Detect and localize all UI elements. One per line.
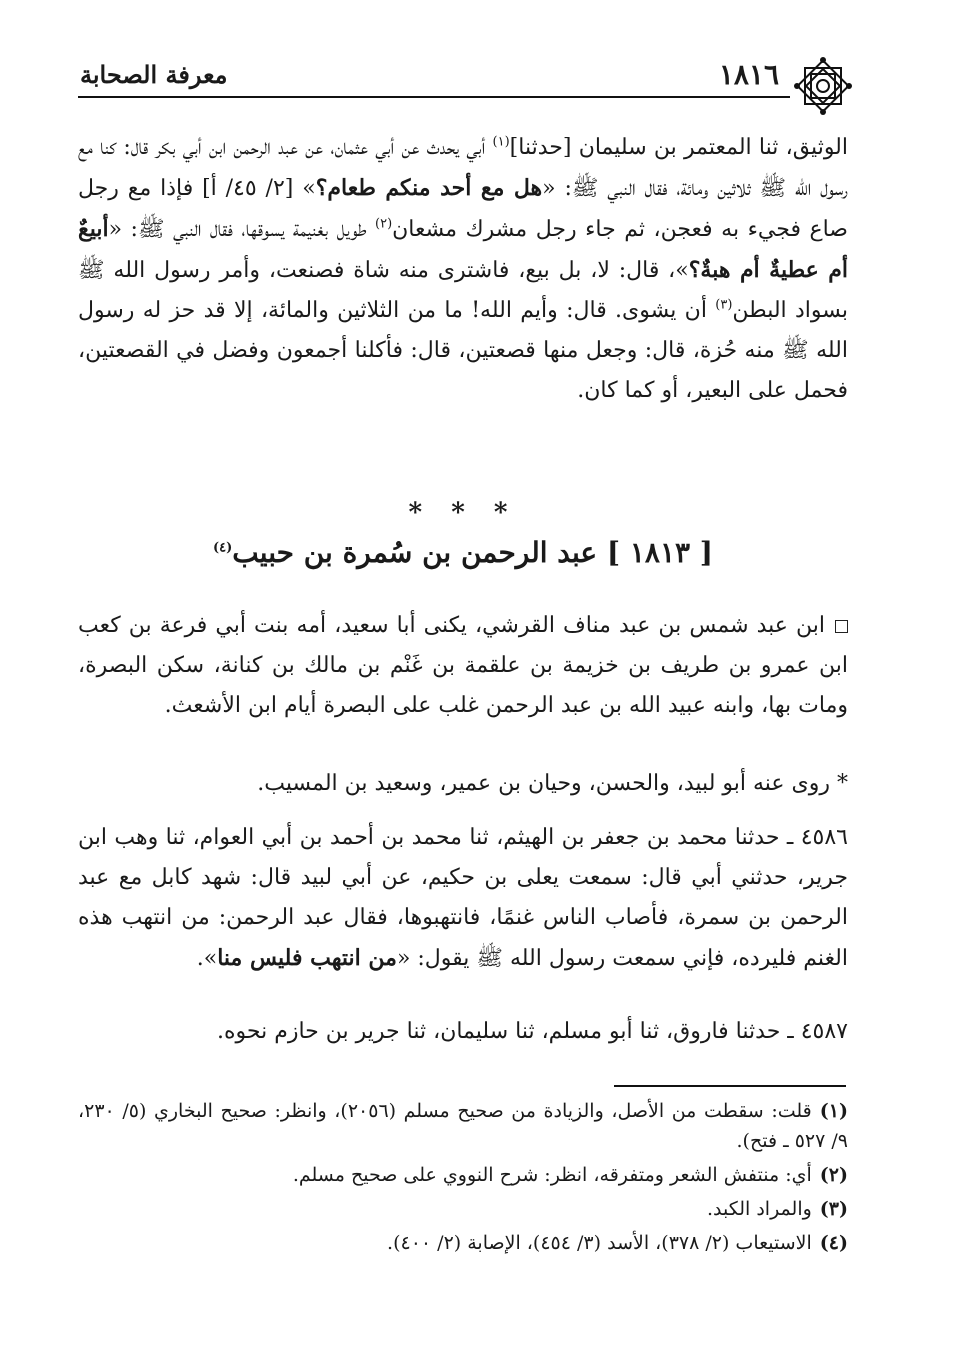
hadith-quote: من انتهب فليس منا <box>217 945 397 971</box>
footnote-ref: (١) <box>492 134 510 150</box>
running-title: معرفة الصحابة <box>80 60 228 89</box>
footnotes <box>78 1096 848 1262</box>
section-break <box>78 480 848 585</box>
section-separator: * * * <box>408 498 518 528</box>
footnote <box>78 1096 848 1156</box>
footnote-text: والمراد الكبد. <box>706 1198 812 1220</box>
footnote-rule <box>614 1085 846 1087</box>
footnote-text: أي: منتفش الشعر ومتفرقه، انظر: شرح النووي على صحيح مسلم. <box>292 1164 812 1186</box>
footnote <box>78 1228 848 1258</box>
square-bullet-icon <box>835 620 848 633</box>
text-run: أن يشوى. قال: وأيم الله! ما من الثلاثين والمائة، إلا قد حز له رسول الله ﷺ منه حُزة، قال: وجعل منها قصعتين، قال: فأكلنا أجمعون وفضل في القصعتين، فحمل على البعير، أو كما كان. <box>78 298 848 403</box>
header-rule <box>78 96 790 98</box>
text-run: طويل بغنيمة يسوقها، فقال النبي ﷺ: « <box>108 217 375 242</box>
entry-heading <box>78 536 848 569</box>
footnote-ref: (٤) <box>212 540 233 556</box>
footnote-text: قلت: سقطت من الأصل، والزيادة من صحيح مسلم (٢٠٥٦)، وانظر: صحيح البخاري (٥/ ٢٣٠، ٩/ ٥٢٧ ـ فتح). <box>78 1100 848 1152</box>
paragraph-narrators: * روى عنه أبو لبيد، والحسن، وحيان بن عمير، وسعيد بن المسيب. <box>257 771 848 796</box>
footnote <box>78 1194 848 1224</box>
footnote-number: (٤) <box>819 1232 848 1254</box>
star-ornament-icon <box>791 54 855 118</box>
paragraph-hadith-4586 <box>78 818 848 979</box>
hadith-quote: هل مع أحد منكم طعام؟ <box>315 175 543 201</box>
paragraph-hadith-4587: ٤٥٨٧ ـ حدثنا فاروق، ثنا أبو مسلم، ثنا سليمان، ثنا جرير بن حازم نحوه. <box>217 1019 848 1044</box>
footnote-number: (١) <box>819 1100 848 1122</box>
text-run: أبي يحدث عن أبي عثمان، عن عبد الرحمن ابن أبي بكر قال: كنا مع رسول الله ﷺ ثلاثين ومائة، فقال النبي ﷺ: « <box>78 135 849 201</box>
footnote-text: الاستيعاب (٢/ ٣٧٨)، الأسد (٣/ ٤٥٤)، الإصابة (٢/ ٤٠٠). <box>387 1232 812 1254</box>
page-number: ١٨١٦ <box>718 58 779 91</box>
entry-title: [ ١٨١٣ ] عبد الرحمن بن سُمرة بن حبيب <box>232 536 714 569</box>
text-run: ٤٥٨٦ ـ حدثنا محمد بن جعفر بن الهيثم، ثنا محمد بن أحمد بن أبي العوام، ثنا وهب ابن جرير، حدثني أبي قال: سمعت يعلى بن حكيم، عن أبي لبيد قال: شهد كابل مع عبد الرحمن بن سمرة، فأصاب الناس غنمًا، فانتهبوها، فقال عبد الرحمن: من انتهب هذه الغنم فليرده، فإني سمعت رسول الله ﷺ يقول: « <box>78 825 848 971</box>
text-run: ابن عبد شمس بن عبد مناف القرشي، يكنى أبا سعيد، أمه بنت أبي فرعة بن كعب ابن عمرو بن طريف بن خزيمة بن علقمة بن غَنْم بن مالك بن كنانة، سكن البصرة، ومات بها، وابنه عبيد الله بن عبد الرحمن غلب على البصرة أيام ابن الأشعث. <box>78 613 848 718</box>
footnote-number: (٢) <box>819 1164 848 1186</box>
footnote-ref: (٢) <box>375 216 393 232</box>
text-run: الوثيق، ثنا المعتمر بن سليمان [حدثنا] <box>509 135 849 160</box>
footnote-number: (٣) <box>819 1198 848 1220</box>
text-run: » [٢/ ٤٥/ أ] فإذا مع رجل صاع فجيء به فعجن، ثم جاء رجل مشرك مشعان <box>78 176 848 242</box>
paragraph-hadith-continuation <box>78 128 848 411</box>
text-run: »، قال: لا، بل بيع، فاشترى منه شاة فصنعت، وأمر رسول الله ﷺ بسواد البطن <box>78 258 848 323</box>
hadith-quote: أبيعٌ أم عطيةٌ أم هبةٌ؟ <box>78 216 849 283</box>
footnote <box>78 1160 848 1190</box>
page-header <box>70 52 855 102</box>
text-run: ». <box>196 946 218 971</box>
footnote-ref: (٣) <box>715 297 733 313</box>
paragraph-biography <box>78 606 866 726</box>
